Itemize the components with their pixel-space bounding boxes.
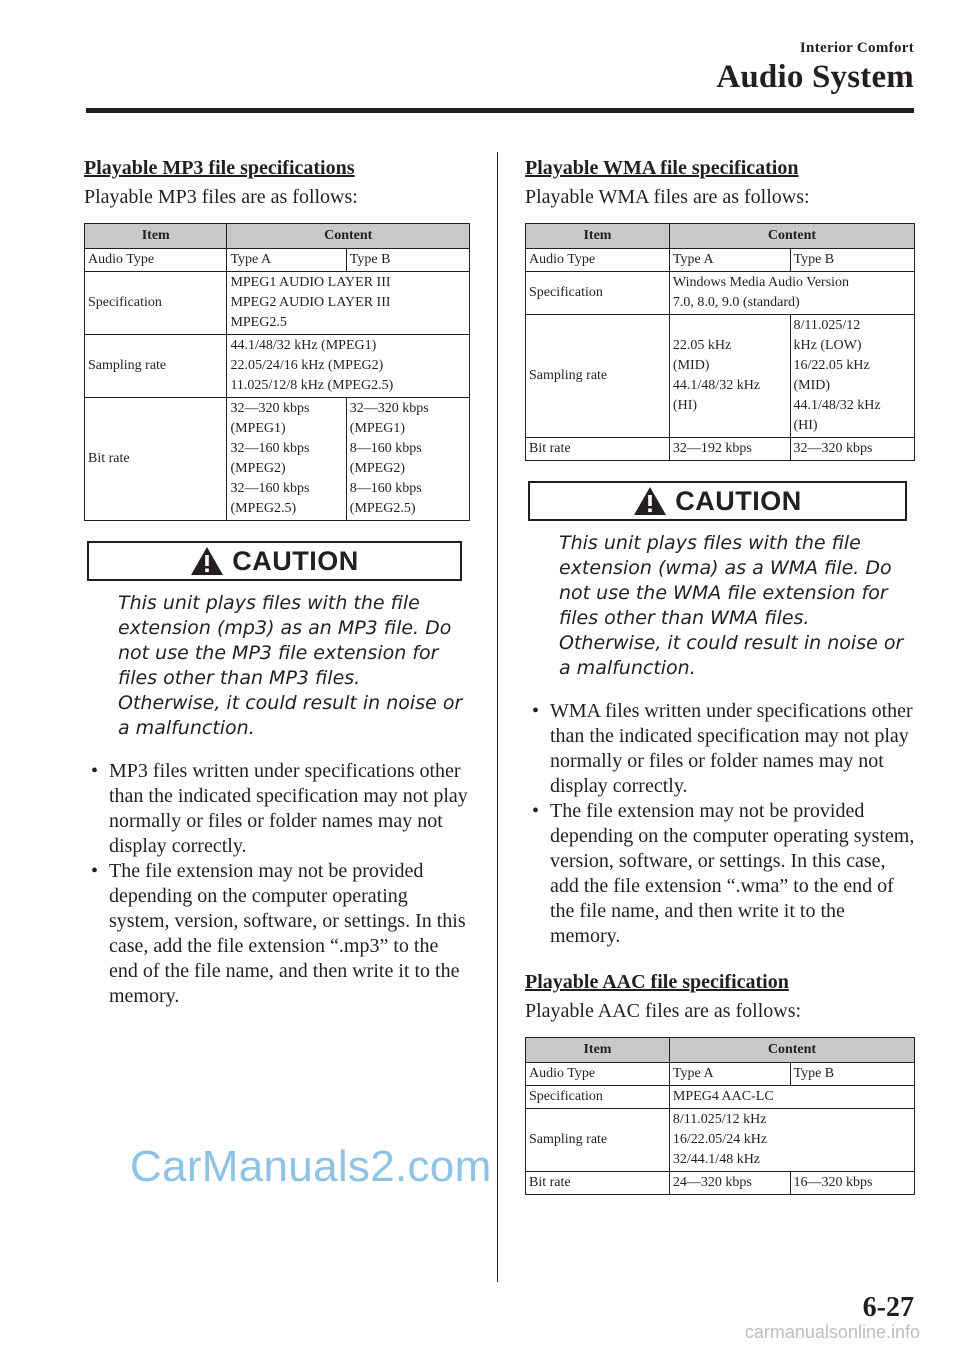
warning-icon bbox=[190, 546, 224, 576]
section-title: Audio System bbox=[716, 59, 914, 95]
bullet-icon: • bbox=[91, 860, 99, 882]
table-row bbox=[526, 1063, 915, 1086]
bullet-text: The file extension may not be provided depending on the computer operating system, version, software, or settings. In this case, add the file extension “.mp3” to the end of the file name, and then write it to the memory. bbox=[109, 860, 466, 1007]
table-row bbox=[85, 335, 470, 398]
wma-heading: Playable WMA file specification bbox=[525, 157, 799, 179]
mp3-section bbox=[84, 157, 470, 1009]
cell-type-b: 32―320 kbps bbox=[790, 438, 915, 461]
wma-notes bbox=[525, 699, 915, 949]
row-label: Sampling rate bbox=[85, 335, 227, 398]
header-content: Content bbox=[227, 224, 470, 249]
aac-intro: Playable AAC files are as follows: bbox=[525, 1000, 802, 1022]
mp3-heading: Playable MP3 file specifications bbox=[84, 157, 355, 179]
cell-type-a: Type A bbox=[669, 1063, 790, 1086]
table-row bbox=[526, 315, 915, 438]
row-label: Specification bbox=[526, 1086, 670, 1109]
cell-value: Windows Media Audio Version 7.0, 8.0, 9.0 (standard) bbox=[669, 272, 914, 315]
table-row bbox=[526, 1109, 915, 1172]
bullet-icon: • bbox=[91, 760, 99, 782]
header-rule bbox=[86, 108, 914, 113]
page-header bbox=[716, 40, 914, 96]
cell-value: MPEG1 AUDIO LAYER III MPEG2 AUDIO LAYER III MPEG2.5 bbox=[227, 272, 470, 335]
table-row bbox=[526, 1086, 915, 1109]
list-item bbox=[84, 859, 470, 1009]
table-row bbox=[526, 1172, 915, 1195]
row-label: Audio Type bbox=[85, 249, 227, 272]
bullet-icon: • bbox=[532, 800, 540, 822]
row-label: Specification bbox=[526, 272, 670, 315]
table-row bbox=[526, 438, 915, 461]
mp3-intro: Playable MP3 files are as follows: bbox=[84, 186, 358, 208]
bullet-icon: • bbox=[532, 700, 540, 722]
header-item: Item bbox=[526, 224, 670, 249]
table-row bbox=[85, 398, 470, 521]
row-label: Sampling rate bbox=[526, 315, 670, 438]
row-label: Bit rate bbox=[526, 438, 670, 461]
caution-label: CAUTION bbox=[232, 545, 359, 576]
cell-value: 44.1/48/32 kHz (MPEG1) 22.05/24/16 kHz (MPEG2) 11.025/12/8 kHz (MPEG2.5) bbox=[227, 335, 470, 398]
header-item: Item bbox=[526, 1038, 670, 1063]
cell-type-b: Type B bbox=[346, 249, 469, 272]
list-item bbox=[525, 699, 915, 799]
chapter-title: Interior Comfort bbox=[799, 40, 914, 56]
row-label: Bit rate bbox=[526, 1172, 670, 1195]
bullet-text: The file extension may not be provided depending on the computer operating system, version, software, or settings. In this case, add the file extension “.wma” to the end of the file name, and then write it to the memory. bbox=[550, 800, 915, 947]
wma-spec-table bbox=[525, 223, 915, 461]
cell-type-b: 8/11.025/12 kHz (LOW) 16/22.05 kHz (MID) 44.1/48/32 kHz (HI) bbox=[790, 315, 915, 438]
row-label: Sampling rate bbox=[526, 1109, 670, 1172]
row-label: Specification bbox=[85, 272, 227, 335]
cell-type-a: 32―320 kbps (MPEG1) 32―160 kbps (MPEG2) 32―160 kbps (MPEG2.5) bbox=[227, 398, 346, 521]
cell-type-b: Type B bbox=[790, 1063, 915, 1086]
caution-badge bbox=[528, 481, 907, 521]
cell-type-a: 32―192 kbps bbox=[669, 438, 790, 461]
table-header-row bbox=[85, 224, 470, 249]
table-row bbox=[85, 249, 470, 272]
cell-type-a: 22.05 kHz (MID) 44.1/48/32 kHz (HI) bbox=[669, 315, 790, 438]
table-row bbox=[85, 272, 470, 335]
row-label: Audio Type bbox=[526, 1063, 670, 1086]
caution-label: CAUTION bbox=[675, 485, 802, 516]
list-item bbox=[525, 799, 915, 949]
row-label: Bit rate bbox=[85, 398, 227, 521]
row-label: Audio Type bbox=[526, 249, 670, 272]
mp3-notes bbox=[84, 759, 470, 1009]
caution-text: This unit plays files with the file extension (mp3) as an MP3 file. Do not use the MP3 file extension for files other than MP3 files. Otherwise, it could result in noise or a malfunction. bbox=[118, 592, 463, 739]
caution-badge bbox=[87, 541, 462, 581]
wma-intro: Playable WMA files are as follows: bbox=[525, 186, 810, 208]
table-header-row bbox=[526, 224, 915, 249]
cell-type-a: Type A bbox=[227, 249, 346, 272]
page-number: 6-27 bbox=[862, 1292, 914, 1323]
cell-type-b: 32―320 kbps (MPEG1) 8―160 kbps (MPEG2) 8―160 kbps (MPEG2.5) bbox=[346, 398, 469, 521]
aac-spec-table bbox=[525, 1037, 915, 1195]
table-row bbox=[526, 249, 915, 272]
cell-type-b: 16―320 kbps bbox=[790, 1172, 915, 1195]
mp3-caution bbox=[84, 541, 470, 741]
table-header-row bbox=[526, 1038, 915, 1063]
warning-icon bbox=[633, 486, 667, 516]
wma-aac-section bbox=[525, 157, 915, 1195]
cell-type-a: 24―320 kbps bbox=[669, 1172, 790, 1195]
cell-type-b: Type B bbox=[790, 249, 915, 272]
watermark-text: CarManuals2.com bbox=[130, 1142, 492, 1191]
aac-heading: Playable AAC file specification bbox=[525, 971, 789, 993]
cell-type-a: Type A bbox=[669, 249, 790, 272]
cell-value: 8/11.025/12 kHz 16/22.05/24 kHz 32/44.1/48 kHz bbox=[669, 1109, 914, 1172]
bullet-text: MP3 files written under specifications other than the indicated specification may not play normally or files or folder names may not display correctly. bbox=[109, 760, 468, 857]
list-item bbox=[84, 759, 470, 859]
column-divider bbox=[497, 152, 498, 1282]
mp3-spec-table bbox=[84, 223, 470, 521]
header-content: Content bbox=[669, 224, 914, 249]
caution-text: This unit plays files with the file extension (wma) as a WMA file. Do not use the WMA file extension for files other than WMA files. Otherwise, it could result in noise or a malfunction. bbox=[559, 532, 904, 679]
bullet-text: WMA files written under specifications other than the indicated specification may not play normally or files or folder names may not display correctly. bbox=[550, 700, 913, 797]
table-row bbox=[526, 272, 915, 315]
header-content: Content bbox=[669, 1038, 914, 1063]
header-item: Item bbox=[85, 224, 227, 249]
cell-value: MPEG4 AAC-LC bbox=[669, 1086, 914, 1109]
wma-caution bbox=[525, 481, 915, 681]
footer-link[interactable]: carmanualsonline.info bbox=[744, 1322, 920, 1342]
